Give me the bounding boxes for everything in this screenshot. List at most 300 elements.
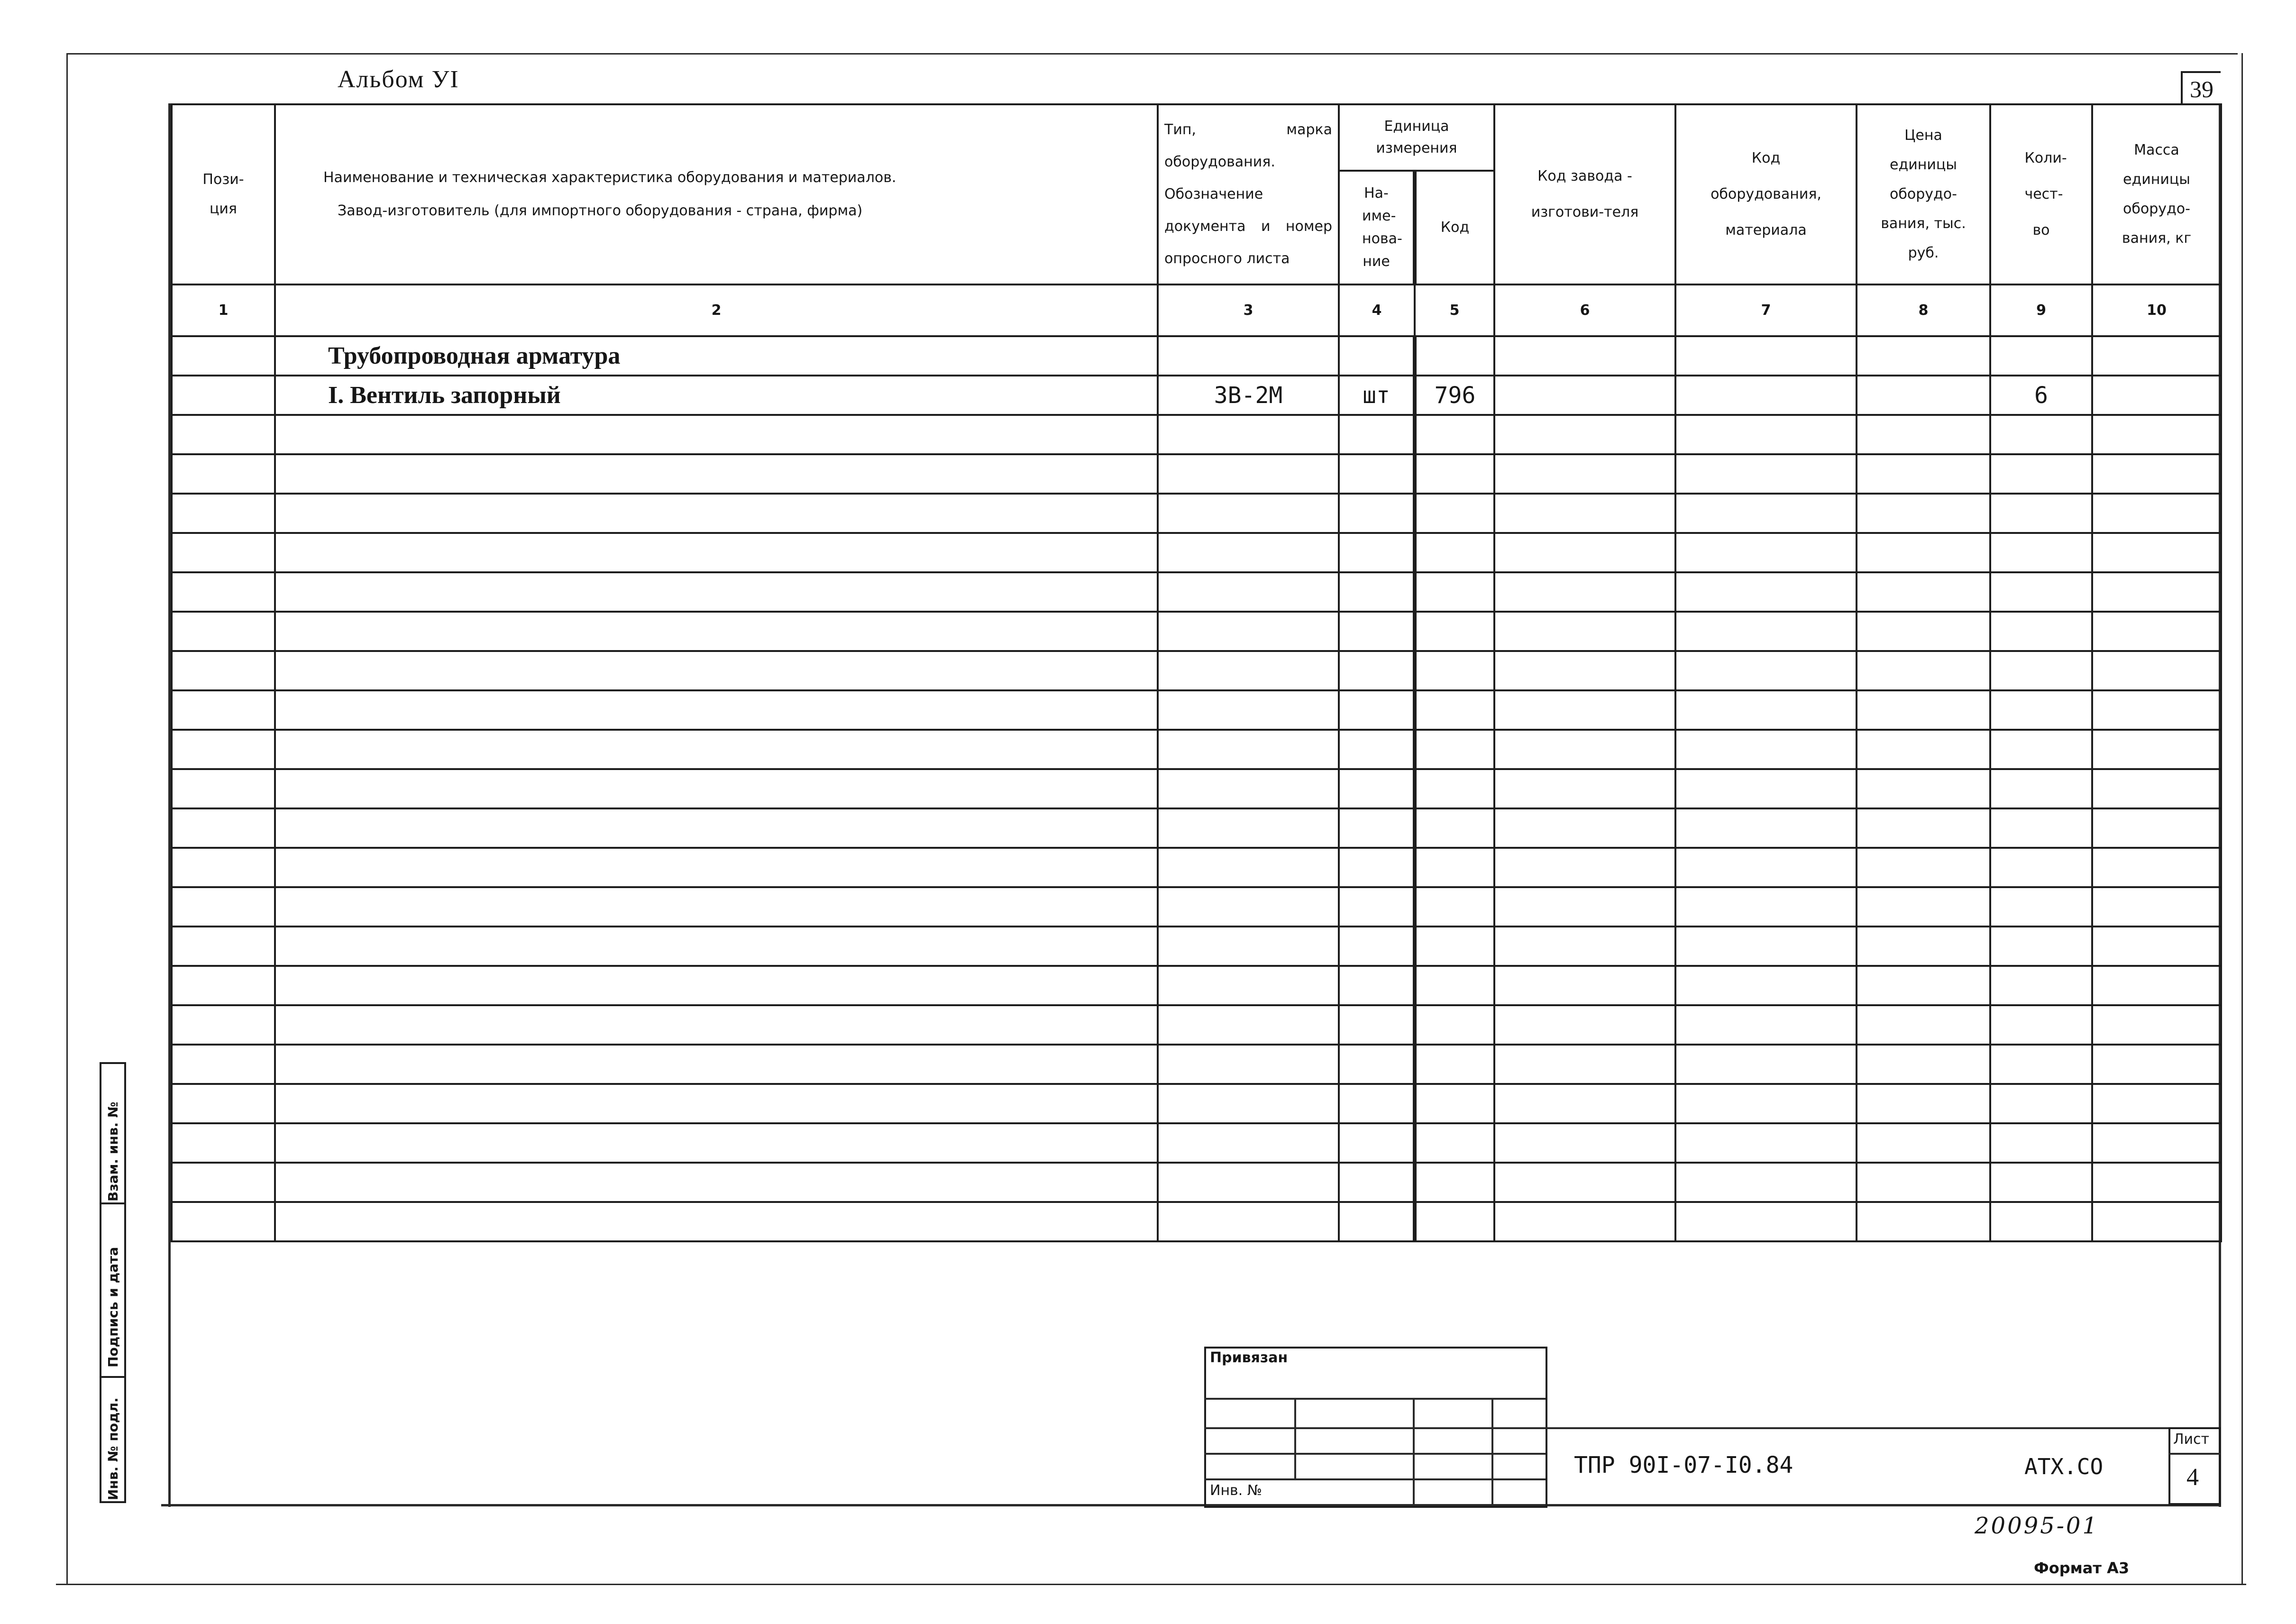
sheet-number: 4 <box>2186 1464 2199 1491</box>
cell-position <box>172 1084 275 1123</box>
cell-unit-price <box>1857 1123 1990 1163</box>
cell-unit-mass <box>2092 808 2221 848</box>
cell-unit-name <box>1339 612 1415 651</box>
cell-position <box>172 1163 275 1202</box>
cell-factory-code <box>1494 494 1675 533</box>
inv-no-label: Инв. № <box>1210 1482 1262 1499</box>
cell-unit-mass <box>2092 966 2221 1005</box>
cell-equipment-code <box>1675 572 1857 612</box>
cell-unit-name <box>1339 1005 1415 1045</box>
cell-unit-name <box>1339 651 1415 690</box>
header-unit-price: Цена единицы оборудо-вания, тыс. руб. <box>1857 104 1990 284</box>
cell-position <box>172 927 275 966</box>
cell-unit-name <box>1339 494 1415 533</box>
header-factory-code: Код завода - изготови-теля <box>1494 104 1675 284</box>
cell-unit-name <box>1339 730 1415 769</box>
cell-unit-name <box>1339 1202 1415 1241</box>
column-number: 7 <box>1675 284 1857 336</box>
cell-quantity <box>1990 1163 2092 1202</box>
cell-unit-code <box>1415 494 1494 533</box>
bound-vline-1 <box>1294 1398 1296 1478</box>
table-row <box>172 336 2221 376</box>
cell-name: I. Вентиль запорный <box>275 376 1158 415</box>
cell-equipment-code <box>1675 415 1857 454</box>
cell-factory-code <box>1494 572 1675 612</box>
cell-type <box>1158 1005 1339 1045</box>
cell-equipment-code <box>1675 612 1857 651</box>
header-equipment-code: Код оборудования, материала <box>1675 104 1857 284</box>
cell-unit-mass <box>2092 651 2221 690</box>
cell-position <box>172 572 275 612</box>
table-row <box>172 1045 2221 1084</box>
cell-quantity <box>1990 612 2092 651</box>
cell-equipment-code <box>1675 1045 1857 1084</box>
cell-unit-price <box>1857 651 1990 690</box>
cell-unit-code <box>1415 533 1494 572</box>
cell-quantity <box>1990 572 2092 612</box>
cell-equipment-code <box>1675 1084 1857 1123</box>
cell-type <box>1158 966 1339 1005</box>
cell-quantity <box>1990 690 2092 730</box>
cell-factory-code <box>1494 415 1675 454</box>
column-number: 2 <box>275 284 1158 336</box>
cell-quantity <box>1990 730 2092 769</box>
frame-bottom-line <box>56 1584 2246 1585</box>
cell-factory-code <box>1494 1045 1675 1084</box>
cell-unit-name <box>1339 572 1415 612</box>
table-row <box>172 848 2221 887</box>
cell-type <box>1158 612 1339 651</box>
cell-equipment-code <box>1675 927 1857 966</box>
cell-unit-price <box>1857 376 1990 415</box>
bound-vline-3 <box>1491 1398 1493 1504</box>
table-row <box>172 1123 2221 1163</box>
cell-unit-mass <box>2092 572 2221 612</box>
cell-quantity: 6 <box>1990 376 2092 415</box>
cell-name <box>275 848 1158 887</box>
table-row <box>172 533 2221 572</box>
cell-position <box>172 612 275 651</box>
cell-unit-price <box>1857 966 1990 1005</box>
cell-quantity <box>1990 1005 2092 1045</box>
cell-unit-name <box>1339 966 1415 1005</box>
table-row <box>172 1202 2221 1241</box>
cell-unit-price <box>1857 494 1990 533</box>
cell-unit-name <box>1339 533 1415 572</box>
cell-unit-price <box>1857 1202 1990 1241</box>
cell-quantity <box>1990 494 2092 533</box>
sheet-number-divider <box>2168 1453 2221 1455</box>
table-row <box>172 769 2221 808</box>
cell-factory-code <box>1494 336 1675 376</box>
frame-left-line <box>66 53 68 1585</box>
cell-quantity <box>1990 1045 2092 1084</box>
table-row <box>172 690 2221 730</box>
cell-type <box>1158 769 1339 808</box>
cell-name <box>275 769 1158 808</box>
cell-name <box>275 808 1158 848</box>
header-unit-group: Единица измерения <box>1339 104 1494 171</box>
header-name <box>275 104 1158 284</box>
cell-unit-mass <box>2092 1123 2221 1163</box>
cell-equipment-code <box>1675 966 1857 1005</box>
cell-type <box>1158 1084 1339 1123</box>
cell-unit-mass <box>2092 612 2221 651</box>
cell-position <box>172 651 275 690</box>
header-position: Пози-ция <box>172 104 275 284</box>
cell-name <box>275 1045 1158 1084</box>
cell-factory-code <box>1494 376 1675 415</box>
cell-unit-name <box>1339 415 1415 454</box>
cell-unit-code <box>1415 808 1494 848</box>
cell-factory-code <box>1494 454 1675 494</box>
bound-line-2 <box>1204 1427 1546 1429</box>
cell-type <box>1158 730 1339 769</box>
cell-type <box>1158 415 1339 454</box>
cell-quantity <box>1990 533 2092 572</box>
cell-equipment-code <box>1675 1163 1857 1202</box>
cell-quantity <box>1990 769 2092 808</box>
cell-name: Трубопроводная арматура <box>275 336 1158 376</box>
column-number: 9 <box>1990 284 2092 336</box>
cell-factory-code <box>1494 769 1675 808</box>
cell-unit-mass <box>2092 533 2221 572</box>
cell-name <box>275 415 1158 454</box>
header-name-line1: Наименование и техническая характеристика оборудования и материалов. <box>323 169 896 186</box>
cell-unit-mass <box>2092 454 2221 494</box>
cell-position <box>172 1202 275 1241</box>
cell-quantity <box>1990 1202 2092 1241</box>
cell-type <box>1158 533 1339 572</box>
column-number: 8 <box>1857 284 1990 336</box>
cell-type <box>1158 848 1339 887</box>
table-row <box>172 1005 2221 1045</box>
cell-unit-price <box>1857 1045 1990 1084</box>
cell-equipment-code <box>1675 690 1857 730</box>
table-row <box>172 730 2221 769</box>
cell-type <box>1158 690 1339 730</box>
cell-position <box>172 690 275 730</box>
cell-quantity <box>1990 966 2092 1005</box>
cell-unit-name <box>1339 848 1415 887</box>
equipment-spec-table <box>171 103 2222 1242</box>
cell-unit-mass <box>2092 887 2221 927</box>
cell-quantity <box>1990 1084 2092 1123</box>
cell-quantity <box>1990 887 2092 927</box>
cell-factory-code <box>1494 1123 1675 1163</box>
cell-unit-code <box>1415 690 1494 730</box>
cell-position <box>172 966 275 1005</box>
cell-name <box>275 690 1158 730</box>
cell-position <box>172 415 275 454</box>
cell-position <box>172 769 275 808</box>
cell-type <box>1158 1045 1339 1084</box>
table-row <box>172 927 2221 966</box>
cell-factory-code <box>1494 612 1675 651</box>
cell-quantity <box>1990 848 2092 887</box>
column-number: 5 <box>1415 284 1494 336</box>
cell-unit-name <box>1339 690 1415 730</box>
handwritten-number: 20095-01 <box>1975 1513 2099 1539</box>
header-unit-name: На-име-нова-ние <box>1339 171 1415 284</box>
cell-factory-code <box>1494 1084 1675 1123</box>
cell-unit-price <box>1857 887 1990 927</box>
cell-factory-code <box>1494 1163 1675 1202</box>
cell-quantity <box>1990 651 2092 690</box>
cell-name <box>275 533 1158 572</box>
cell-equipment-code <box>1675 1123 1857 1163</box>
column-number: 1 <box>172 284 275 336</box>
cell-unit-code <box>1415 1045 1494 1084</box>
cell-quantity <box>1990 927 2092 966</box>
cell-equipment-code <box>1675 769 1857 808</box>
frame-right-line <box>2241 53 2243 1585</box>
cell-factory-code <box>1494 730 1675 769</box>
cell-type <box>1158 494 1339 533</box>
cell-type <box>1158 651 1339 690</box>
cell-position <box>172 1123 275 1163</box>
cell-position <box>172 1005 275 1045</box>
cell-factory-code <box>1494 651 1675 690</box>
cell-unit-mass <box>2092 690 2221 730</box>
cell-type <box>1158 1163 1339 1202</box>
cell-position <box>172 376 275 415</box>
header-name-line2: Завод-изготовитель (для импортного оборудования - страна, фирма) <box>338 202 863 219</box>
cell-unit-mass <box>2092 376 2221 415</box>
cell-factory-code <box>1494 966 1675 1005</box>
cell-unit-mass <box>2092 494 2221 533</box>
cell-unit-code: 796 <box>1415 376 1494 415</box>
header-quantity: Коли-чест-во <box>1990 104 2092 284</box>
table-row <box>172 808 2221 848</box>
cell-name <box>275 572 1158 612</box>
table-row <box>172 1084 2221 1123</box>
cell-position <box>172 533 275 572</box>
cell-equipment-code <box>1675 848 1857 887</box>
cell-factory-code <box>1494 690 1675 730</box>
cell-unit-mass <box>2092 1005 2221 1045</box>
cell-name <box>275 494 1158 533</box>
cell-unit-price <box>1857 848 1990 887</box>
document-code: ТПР 90I-07-I0.84 <box>1574 1452 1793 1478</box>
cell-name <box>275 966 1158 1005</box>
cell-name <box>275 1202 1158 1241</box>
table-row <box>172 1163 2221 1202</box>
cell-quantity <box>1990 336 2092 376</box>
cell-unit-mass <box>2092 1202 2221 1241</box>
cell-factory-code <box>1494 927 1675 966</box>
cell-unit-mass <box>2092 336 2221 376</box>
cell-position <box>172 454 275 494</box>
cell-position <box>172 887 275 927</box>
cell-equipment-code <box>1675 376 1857 415</box>
bound-line-3 <box>1204 1453 1546 1455</box>
cell-equipment-code <box>1675 533 1857 572</box>
cell-unit-name <box>1339 336 1415 376</box>
cell-unit-mass <box>2092 1163 2221 1202</box>
cell-unit-code <box>1415 1005 1494 1045</box>
cell-position <box>172 808 275 848</box>
cell-unit-code <box>1415 612 1494 651</box>
cell-position <box>172 494 275 533</box>
cell-unit-price <box>1857 730 1990 769</box>
cell-unit-code <box>1415 887 1494 927</box>
cell-name <box>275 730 1158 769</box>
cell-type <box>1158 454 1339 494</box>
cell-position <box>172 336 275 376</box>
album-label: Альбом УI <box>338 66 459 93</box>
column-number: 6 <box>1494 284 1675 336</box>
cell-unit-price <box>1857 533 1990 572</box>
stamp-top-line <box>1544 1427 2221 1429</box>
cell-unit-price <box>1857 336 1990 376</box>
cell-name <box>275 927 1158 966</box>
cell-unit-mass <box>2092 769 2221 808</box>
side-label-signature: Подпись и дата <box>105 1247 121 1367</box>
spec-table-body <box>172 336 2221 1241</box>
cell-quantity <box>1990 1123 2092 1163</box>
bound-label: Привязан <box>1210 1349 1288 1366</box>
cell-type <box>1158 572 1339 612</box>
cell-unit-mass <box>2092 730 2221 769</box>
cell-unit-price <box>1857 1163 1990 1202</box>
cell-unit-name: шт <box>1339 376 1415 415</box>
cell-unit-code <box>1415 1084 1494 1123</box>
cell-unit-price <box>1857 769 1990 808</box>
cell-unit-code <box>1415 572 1494 612</box>
cell-position <box>172 1045 275 1084</box>
cell-equipment-code <box>1675 808 1857 848</box>
column-number: 4 <box>1339 284 1415 336</box>
cell-unit-name <box>1339 1084 1415 1123</box>
inner-frame-bottom <box>161 1504 2221 1506</box>
cell-unit-code <box>1415 454 1494 494</box>
cell-unit-code <box>1415 848 1494 887</box>
cell-unit-mass <box>2092 1045 2221 1084</box>
cell-unit-code <box>1415 336 1494 376</box>
side-label-original: Инв. № подл. <box>105 1397 121 1500</box>
header-type: Тип, марка оборудования. Обозначение документа и номер опросного листа <box>1158 104 1339 284</box>
cell-quantity <box>1990 808 2092 848</box>
table-row <box>172 612 2221 651</box>
cell-unit-mass <box>2092 848 2221 887</box>
cell-name <box>275 1084 1158 1123</box>
cell-unit-code <box>1415 730 1494 769</box>
cell-equipment-code <box>1675 730 1857 769</box>
cell-quantity <box>1990 415 2092 454</box>
cell-factory-code <box>1494 848 1675 887</box>
bound-line-4 <box>1204 1478 1546 1480</box>
cell-equipment-code <box>1675 887 1857 927</box>
table-row <box>172 454 2221 494</box>
cell-unit-mass <box>2092 927 2221 966</box>
cell-type <box>1158 1123 1339 1163</box>
table-row <box>172 651 2221 690</box>
cell-equipment-code <box>1675 1202 1857 1241</box>
table-row <box>172 415 2221 454</box>
cell-unit-code <box>1415 966 1494 1005</box>
cell-unit-price <box>1857 808 1990 848</box>
cell-unit-code <box>1415 651 1494 690</box>
header-unit-code: Код <box>1415 171 1494 284</box>
cell-type <box>1158 336 1339 376</box>
cell-unit-price <box>1857 1084 1990 1123</box>
cell-factory-code <box>1494 808 1675 848</box>
bound-vline-2 <box>1413 1398 1415 1504</box>
cell-unit-price <box>1857 415 1990 454</box>
cell-unit-code <box>1415 927 1494 966</box>
cell-unit-name <box>1339 808 1415 848</box>
side-label-replace: Взам. инв. № <box>105 1101 121 1202</box>
table-row <box>172 494 2221 533</box>
cell-type <box>1158 808 1339 848</box>
cell-unit-mass <box>2092 1084 2221 1123</box>
cell-unit-code <box>1415 769 1494 808</box>
cell-type <box>1158 887 1339 927</box>
cell-name <box>275 1123 1158 1163</box>
cell-unit-name <box>1339 1123 1415 1163</box>
frame-top-line <box>66 53 2238 55</box>
cell-factory-code <box>1494 1202 1675 1241</box>
cell-unit-name <box>1339 454 1415 494</box>
column-number: 10 <box>2092 284 2221 336</box>
cell-factory-code <box>1494 1005 1675 1045</box>
cell-name <box>275 887 1158 927</box>
cell-unit-code <box>1415 1123 1494 1163</box>
cell-unit-price <box>1857 1005 1990 1045</box>
cell-name <box>275 1005 1158 1045</box>
header-unit-mass: Масса единицы оборудо-вания, кг <box>2092 104 2221 284</box>
cell-unit-name <box>1339 887 1415 927</box>
cell-factory-code <box>1494 533 1675 572</box>
table-row <box>172 376 2221 415</box>
document-mark: АТХ.СО <box>2024 1454 2104 1479</box>
cell-unit-name <box>1339 1163 1415 1202</box>
cell-factory-code <box>1494 887 1675 927</box>
cell-unit-code <box>1415 415 1494 454</box>
cell-equipment-code <box>1675 336 1857 376</box>
cell-equipment-code <box>1675 494 1857 533</box>
cell-name <box>275 454 1158 494</box>
cell-unit-price <box>1857 612 1990 651</box>
cell-unit-price <box>1857 454 1990 494</box>
cell-unit-price <box>1857 690 1990 730</box>
cell-unit-price <box>1857 572 1990 612</box>
cell-name <box>275 651 1158 690</box>
cell-unit-name <box>1339 927 1415 966</box>
cell-type <box>1158 1202 1339 1241</box>
cell-unit-name <box>1339 1045 1415 1084</box>
table-row <box>172 887 2221 927</box>
cell-unit-name <box>1339 769 1415 808</box>
format-label: Формат А3 <box>2034 1559 2130 1577</box>
cell-type: 3В-2М <box>1158 376 1339 415</box>
cell-position <box>172 848 275 887</box>
sheet-corner-number: 39 <box>2190 76 2214 102</box>
cell-equipment-code <box>1675 1005 1857 1045</box>
side-strip <box>100 1062 126 1503</box>
cell-type <box>1158 927 1339 966</box>
cell-unit-code <box>1415 1202 1494 1241</box>
sheet-label: Лист <box>2173 1431 2210 1448</box>
cell-quantity <box>1990 454 2092 494</box>
table-row <box>172 966 2221 1005</box>
cell-position <box>172 730 275 769</box>
cell-unit-mass <box>2092 415 2221 454</box>
cell-unit-code <box>1415 1163 1494 1202</box>
cell-unit-price <box>1857 927 1990 966</box>
cell-name <box>275 1163 1158 1202</box>
